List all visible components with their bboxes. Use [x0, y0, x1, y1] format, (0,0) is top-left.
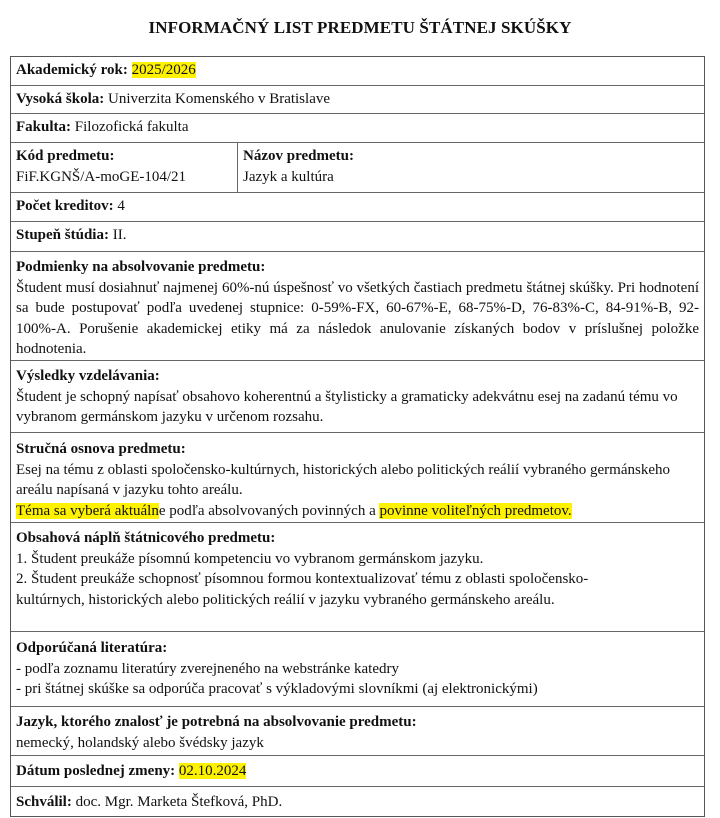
row-academic-year: [11, 57, 704, 86]
last-change-value: 02.10.2024: [178, 763, 247, 779]
academic-year-value: 2025/2026: [131, 62, 196, 78]
row-syllabus: [11, 433, 704, 523]
course-code-value: FiF.KGNŠ/A-moGE-104/21: [16, 168, 187, 185]
row-literature: [11, 632, 704, 707]
study-level-label: Stupeň štúdia:: [16, 227, 113, 243]
language-label: Jazyk, ktorého znalosť je potrebná na absolvovanie predmetu:: [16, 714, 417, 730]
learning-outcomes-label: Výsledky vzdelávania:: [16, 368, 160, 384]
course-code-cell: [11, 143, 238, 192]
row-credits: [11, 193, 704, 222]
course-name-label: Názov predmetu:: [243, 148, 354, 164]
academic-year-label: Akademický rok:: [16, 62, 132, 78]
row-faculty: [11, 114, 704, 143]
faculty-value: Filozofická fakulta: [74, 119, 189, 135]
row-conditions: [11, 252, 704, 361]
literature-label: Odporúčaná literatúra:: [16, 640, 168, 656]
university-label: Vysoká škola:: [16, 91, 108, 107]
language-value: nemecký, holandský alebo švédsky jazyk: [16, 734, 264, 751]
study-level-value: II.: [112, 227, 127, 243]
row-learning-outcomes: [11, 361, 704, 433]
course-name-value: Jazyk a kultúra: [243, 168, 334, 185]
content-item: 2. Študent preukáže schopnosť písomnou formou kontextualizovať tému z oblasti spoločensko-kultúrnych, historických alebo politických reálií v jazyku vybraného germánskeho areálu.: [16, 571, 589, 608]
syllabus-topic-line: [16, 501, 699, 522]
approved-by-value: doc. Mgr. Marketa Štefková, PhD.: [75, 794, 283, 810]
row-course: [11, 143, 704, 193]
row-study-level: [11, 222, 704, 252]
credits-label: Počet kreditov:: [16, 198, 118, 214]
learning-outcomes-text: Študent je schopný napísať obsahovo koherentnú a štylisticky a gramaticky adekvátnu esej na zadanú tému vo vybranom germánskom jazyku v určenom rozsahu.: [16, 388, 678, 425]
content-label: Obsahová náplň štátnicového predmetu:: [16, 530, 276, 546]
row-university: [11, 86, 704, 114]
conditions-text: Študent musí dosiahnuť najmenej 60%-nú úspešnosť vo všetkých častiach predmetu štátnej skúšky. Pri hodnotení sa bude postupovať podľa uvedenej stupnice: 0-59%-FX, 60-67%-E, 68-75%-D, 76-83%-C, 84-91%-B, 92-100%-A. Porušenie akademickej etiky má za následok anulovanie získaných bodov v príslušnej položke hodnotenia.: [16, 279, 699, 357]
row-approved-by: [11, 787, 704, 816]
conditions-label: Podmienky na absolvovanie predmetu:: [16, 259, 266, 275]
literature-item: - pri štátnej skúške sa odporúča pracovať s výkladovými slovníkmi (aj elektronickými): [16, 681, 538, 697]
literature-item: - podľa zoznamu literatúry zverejneného na webstránke katedry: [16, 660, 400, 677]
university-value: Univerzita Komenského v Bratislave: [107, 91, 331, 107]
syllabus-middle: e podľa absolvovaných povinných a: [158, 502, 380, 519]
course-code-label: Kód predmetu:: [16, 148, 115, 164]
syllabus-highlight-2: povinne voliteľných predmetov.: [379, 502, 572, 519]
row-last-change: [11, 756, 704, 787]
syllabus-text: Esej na tému z oblasti spoločensko-kultúrnych, historických alebo politických reálií vybraného germánskeho areálu napísaná v jazyku tohto areálu.: [16, 461, 670, 498]
faculty-label: Fakulta:: [16, 119, 75, 135]
course-name-cell: [238, 143, 704, 192]
syllabus-highlight-1: Téma sa vyberá aktuáln: [16, 502, 159, 519]
document-title: INFORMAČNÝ LIST PREDMETU ŠTÁTNEJ SKÚŠKY: [148, 18, 572, 37]
info-table: [10, 56, 705, 817]
credits-value: 4: [117, 198, 125, 214]
row-language: [11, 707, 704, 756]
content-item: 1. Študent preukáže písomnú kompetenciu vo vybranom germánskom jazyku.: [16, 550, 484, 567]
last-change-label: Dátum poslednej zmeny:: [16, 763, 179, 779]
approved-by-label: Schválil:: [16, 794, 76, 810]
row-content: [11, 523, 704, 632]
syllabus-label: Stručná osnova predmetu:: [16, 441, 186, 457]
